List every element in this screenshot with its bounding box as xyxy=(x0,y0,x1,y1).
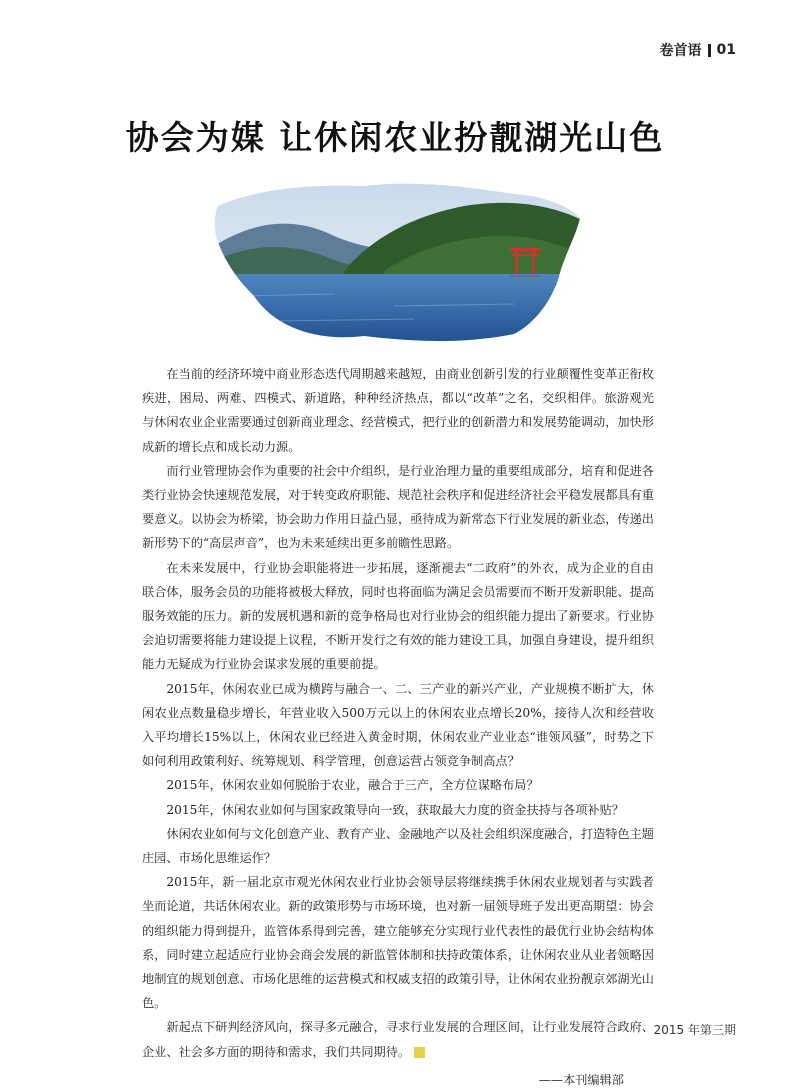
paragraph: 2015年，新一届北京市观光休闲农业行业协会领导层将继续携手休闲农业规划者与实践者坐而论道，共话休闲农业。新的政策形势与市场环境，也对新一届领导班子发出更高期望：协会的组织能力得到提升，监管体系得到完善，建立能够充分实现行业代表性的最优行业协会结构体系，同时建立起适应行业协会商会发展的新监管体制和扶持政策体系，让休闲农业从业者领略因地制宜的规划创意、市场化思维的运营模式和权威支招的政策引导，让休闲农业扮靓京郊湖光山色。 xyxy=(142,875,654,1011)
paragraph: 2015年，休闲农业如何与国家政策导向一致，获取最大力度的资金扶持与各项补贴？ xyxy=(166,802,624,817)
header-divider xyxy=(708,44,711,57)
paragraph: 在未来发展中，行业协会职能将进一步拓展，逐渐褪去“二政府”的外衣，成为企业的自由联合体，服务会员的功能将被极大释放，同时也将面临为满足会员需要而不断开发新职能、提高服务效能的压力。新的发展机遇和新的竞争格局也对行业协会的组织能力提出了新要求。行业协会迫切需要将能力建设提上议程，不断开发行之有效的能力建设工具，加强自身建设，提升组织能力无疑成为行业协会谋求发展的重要前提。 xyxy=(142,560,654,672)
article-body xyxy=(142,362,654,1092)
signature: ——本刊编辑部 xyxy=(538,1072,624,1087)
issue-footer: 2015 年第三期 xyxy=(653,1023,736,1037)
paragraph: 而行业管理协会作为重要的社会中介组织，是行业治理力量的重要组成部分，培育和促进各类行业协会快速规范发展，对于转变政府职能、规范社会秩序和促进经济社会平稳发展都具有重要意义。以协会为桥梁，协会助力作用日益凸显，亟待成为新常态下行业发展的新业态，传递出新形势下的“高层声音”，也为未来延续出更多前瞻性思路。 xyxy=(142,463,654,551)
closing-text: 新起点下研判经济风向，探寻多元融合，寻求行业发展的合理区间，让行业发展符合政府、企业、社会多方面的期待和需求，我们共同期待。 xyxy=(142,1020,654,1059)
end-mark-icon xyxy=(414,1047,425,1058)
paragraph: 2015年，休闲农业如何脱胎于农业，融合于三产，全方位谋略布局？ xyxy=(166,778,539,793)
paragraph: 在当前的经济环境中商业形态迭代周期越来越短，由商业创新引发的行业颠覆性变革正衔枚疾进，困局、两难、四模式、新道路，种种经济热点，都以“改革”之名，交织相伴。旅游观光与休闲农业企业需要通过创新商业理念、经营模式，把行业的创新潜力和发展势能调动，加快形成新的增长点和成长动力源。 xyxy=(142,367,654,454)
closing-paragraph xyxy=(142,1015,654,1063)
paragraph: 2015年，休闲农业已成为横跨与融合一、二、三产业的新兴产业，产业规模不断扩大，休闲农业点数量稳步增长，年营业收入500万元以上的休闲农业点增长20%，接待人次和经营收入平均增长15%以上，休闲农业已经进入黄金时期，休闲农业产业业态“谁领风骚”，时势之下如何利用政策利好、统筹规划、科学管理，创意运营占领竞争制高点？ xyxy=(142,681,654,769)
section-header xyxy=(660,40,736,60)
lake-landscape-image xyxy=(214,176,584,346)
section-label: 卷首语 xyxy=(659,43,702,59)
paragraph: 休闲农业如何与文化创意产业、教育产业、金融地产以及社会组织深度融合，打造特色主题庄园、市场化思维运作？ xyxy=(142,826,654,866)
article-title: 协会为媒 让休闲农业扮靓湖光山色 xyxy=(125,118,665,157)
page-number: 01 xyxy=(716,42,736,58)
